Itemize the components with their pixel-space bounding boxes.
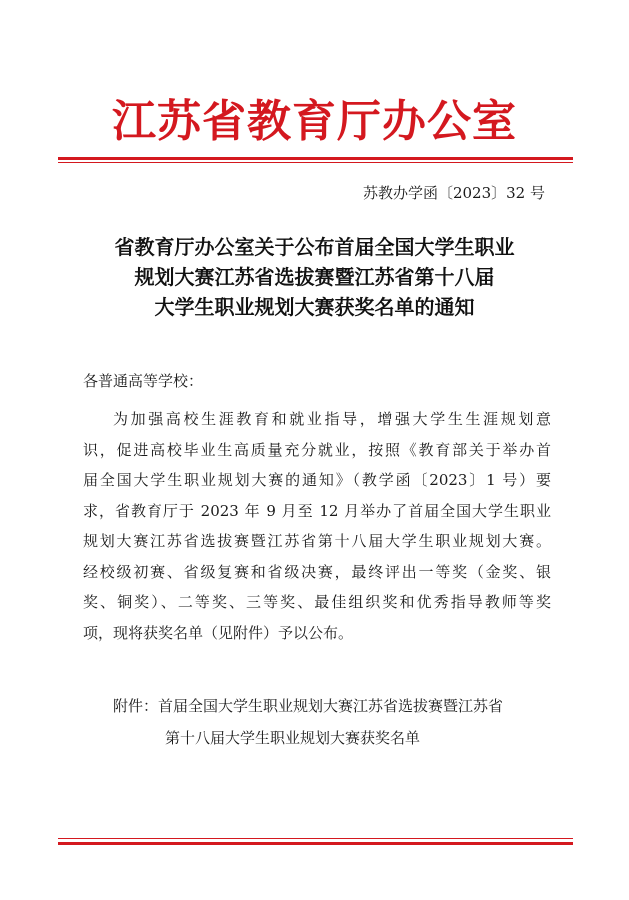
attachment-line: 附件：首届全国大学生职业规划大赛江苏省选拔赛暨江苏省 [113, 697, 504, 715]
notice-title-line: 大学生职业规划大赛获奖名单的通知 [154, 295, 475, 319]
body-line: 项，现将获奖名单（见附件）予以公布。 [83, 623, 354, 642]
body-line: 届全国大学生职业规划大赛的通知》（教学函〔2023〕1 号）要 [83, 471, 551, 489]
attachment-note [113, 690, 553, 754]
body-line: 经校级初赛、省级复赛和省级决赛，最终评出一等奖（金奖、银 [83, 562, 551, 581]
body-line: 奖、铜奖）、二等奖、三等奖、最佳组织奖和优秀指导教师等奖 [83, 593, 551, 611]
body-line: 求，省教育厅于 2023 年 9 月至 12 月举办了首届全国大学生职业 [83, 501, 551, 520]
body-line: 为加强高校生涯教育和就业指导，增强大学生生涯规划意 [113, 410, 551, 428]
notice-title-line: 规划大赛江苏省选拔赛暨江苏省第十八届 [134, 265, 495, 289]
salutation: 各普通高等学校： [83, 372, 204, 390]
header-red-rule-thick [58, 157, 573, 160]
notice-title-line: 省教育厅办公室关于公布首届全国大学生职业 [114, 235, 515, 259]
notice-body [83, 404, 551, 648]
issuing-organization-title: 江苏省教育厅办公室 [112, 96, 517, 147]
document-number: 苏教办学函〔2023〕32 号 [362, 184, 545, 202]
footer-red-rule-thin [58, 838, 573, 839]
header-red-rule-thin [58, 162, 573, 163]
footer-red-rule-thick [58, 842, 573, 845]
attachment-line: 第十八届大学生职业规划大赛获奖名单 [165, 729, 421, 747]
notice-title [0, 232, 629, 322]
body-line: 规划大赛江苏省选拔赛暨江苏省第十八届大学生职业规划大赛。 [83, 532, 551, 550]
body-line: 识，促进高校毕业生高质量充分就业，按照《教育部关于举办首 [83, 440, 551, 459]
